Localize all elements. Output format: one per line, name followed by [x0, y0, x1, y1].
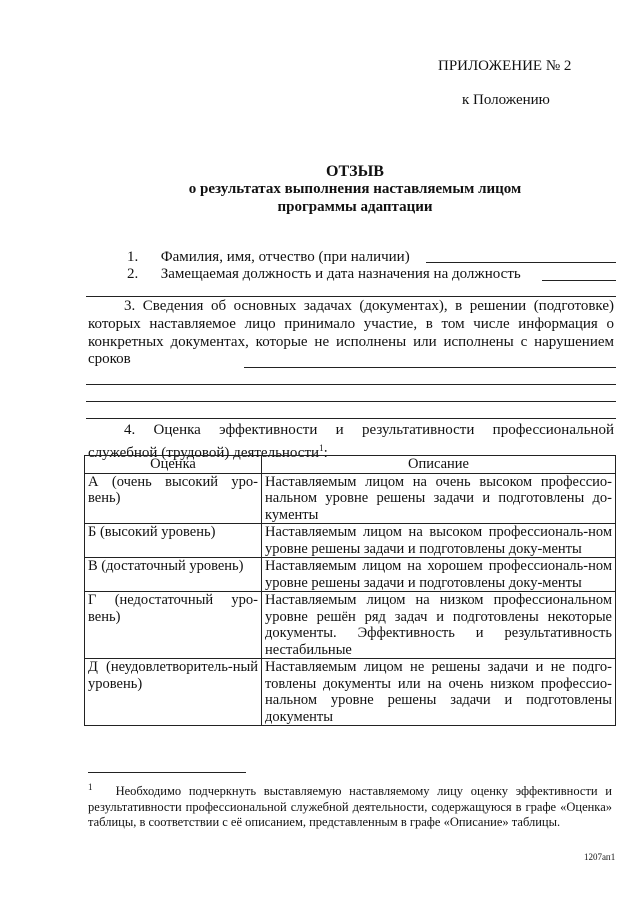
item-text: Фамилия, имя, отчество (при наличии) — [160, 249, 410, 265]
grade-cell[interactable]: В (достаточный уровень) — [85, 558, 262, 592]
footnote-reference: 1 — [319, 442, 324, 453]
section-3-field-line-2[interactable] — [86, 384, 616, 385]
document-subtitle-line1: о результатах выполнения наставляемым лицом — [188, 181, 522, 197]
grade-cell[interactable]: А (очень высокий уро-вень) — [85, 473, 262, 524]
evaluation-table — [84, 455, 616, 726]
footnote-mark: 1 — [88, 782, 93, 792]
item-text: Замещаемая должность и дата назначения на должность — [160, 266, 521, 282]
appendix-label: ПРИЛОЖЕНИЕ № 2 — [438, 58, 572, 74]
section-3-field-line-1[interactable] — [244, 367, 616, 368]
table-row — [85, 592, 616, 659]
item-number: 1. — [127, 249, 139, 265]
item-full-name — [127, 249, 410, 266]
grade-cell[interactable]: Г (недостаточный уро-вень) — [85, 592, 262, 659]
full-name-field-line[interactable] — [426, 262, 616, 263]
section-3-field-line-4[interactable] — [86, 418, 616, 419]
position-field-line[interactable] — [542, 280, 616, 281]
description-cell: Наставляемым лицом не решены задачи и не подго-товлены документы или на очень низком профессио-нальном уровне решены задачи и подготовлены документы — [262, 659, 616, 726]
table-header-row — [85, 456, 616, 474]
position-field-line-2[interactable] — [86, 296, 616, 297]
footnote-text: $^1$ Необходимо подчеркнуть выставляемую наставляемому лицу оценку эффективности и результативности профессиональной служебной деятельности, содержащуюся в графе «Оценка» таблицы, в соответствии с её описанием, представленным в графе «Описание» таблицы. — [88, 782, 612, 830]
section-3-text: 3. Сведения об основных задачах (документах), в решении (подготовке) которых наставляемое лицо принимало участие, в том числе информация о конкретных документах, которые не исполнены или исполнены с нарушением сроков — [88, 298, 614, 368]
table-row — [85, 659, 616, 726]
document-subtitle-line2: программы адаптации — [277, 199, 433, 215]
description-cell: Наставляемым лицом на низком профессиональном уровне решён ряд задач и подготовлены некоторые документы. Эффективность и результативность нестабильные — [262, 592, 616, 659]
to-regulation-label: к Положению — [462, 92, 550, 108]
grade-cell[interactable]: Б (высокий уровень) — [85, 524, 262, 558]
item-number: 2. — [127, 266, 139, 282]
description-cell: Наставляемым лицом на очень высоком профессио-нальном уровне решены задачи и подготовлены до-кументы — [262, 473, 616, 524]
description-cell: Наставляемым лицом на хорошем профессиональ-ном уровне решены задачи и подготовлены доку-менты — [262, 558, 616, 592]
footnote-separator — [88, 772, 246, 773]
table-row — [85, 473, 616, 524]
item-position — [127, 266, 521, 283]
header-description: Описание — [262, 456, 616, 474]
document-title: ОТЗЫВ — [326, 163, 384, 180]
table-row — [85, 558, 616, 592]
table-row — [85, 524, 616, 558]
section-4-text: 4. Оценка эффективности и результативности профессиональной служебной (трудовой) деятельности$^1$: — [88, 422, 614, 461]
header-grade: Оценка — [85, 456, 262, 474]
document-code: 1207ап1 — [584, 852, 616, 862]
section-3-field-line-3[interactable] — [86, 401, 616, 402]
grade-cell[interactable]: Д (неудовлетворитель-ный уровень) — [85, 659, 262, 726]
description-cell: Наставляемым лицом на высоком профессиональ-ном уровне решены задачи и подготовлены доку-менты — [262, 524, 616, 558]
